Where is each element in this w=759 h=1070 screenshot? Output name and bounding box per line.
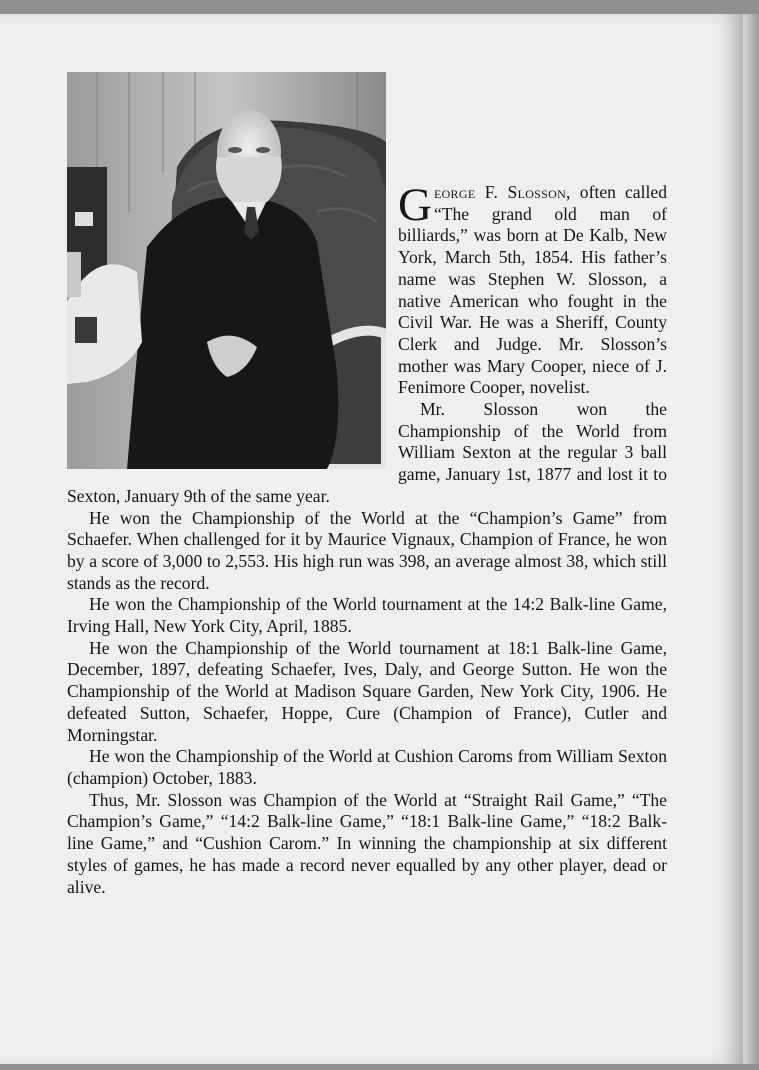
paragraph: Thus, Mr. Slosson was Champion of the World at “Straight Rail Game,” “The Champion’s Game,” “14:2 Balk-line Game,” “18:1 Balk-line Game,” “18:2 Balk-line Game,” and “Cushion Carom.” In winning the championship at six different styles of games, he has made a record never equalled by any other player, dead or alive. <box>67 789 667 897</box>
intro-text: often called “The grand old man of billiards,” was born at De Kalb, New York, March 5th, 1854. His father’s name was Stephen W. Slosson, a native American who fought in the Civil War. He was a Sheriff, County Clerk and Judge. Mr. Slosson’s mother was Mary Cooper, niece of J. Fenimore Cooper, novelist. <box>398 182 667 398</box>
paragraph: He won the Championship of the World at the “Champion’s Game” from Schaefer. When challenged for it by Maurice Vignaux, Champion of France, he won by a score of 3,000 to 2,553. His high run was 398, an average almost 38, which still stands as the record. <box>67 507 667 593</box>
article-text <box>67 179 667 898</box>
drop-cap: G <box>398 179 432 231</box>
page-edge <box>743 14 759 1064</box>
subject-name: eorge F. Slosson, <box>433 182 571 202</box>
paragraph: He won the Championship of the World at Cushion Caroms from William Sexton (champion) October, 1883. <box>67 746 667 788</box>
paragraph: He won the Championship of the World tournament at 18:1 Balk-line Game, December, 1897, defeating Schaefer, Ives, Daly, and George Sutton. He won the Championship of the World at Madison Square Garden, New York City, 1906. He defeated Sutton, Schaefer, Hoppe, Cure (Champion of France), Cutler and Morningstar. <box>67 637 667 745</box>
paragraph: He won the Championship of the World tournament at the 14:2 Balk-line Game, Irving Hall, New York City, April, 1885. <box>67 594 667 637</box>
photo-wrap-spacer <box>67 182 398 470</box>
paragraph: Mr. Slosson won the Championship of the World from William Sexton at the regular 3 ball game, January 1st, 1877 and lost it to Sexton, January 9th of the same year. <box>67 399 667 506</box>
